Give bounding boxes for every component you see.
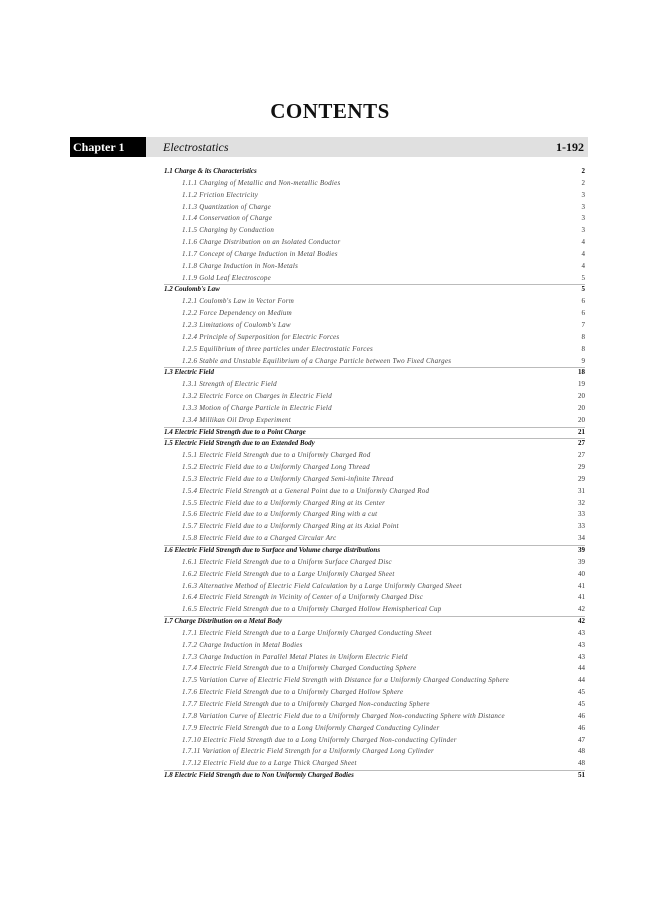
toc-page-number: 20 (578, 392, 585, 401)
toc-page-number: 3 (581, 202, 585, 211)
toc-entry-title: 1.2.1 Coulomb's Law in Vector Form (182, 297, 295, 306)
toc-page-number: 5 (581, 285, 585, 294)
toc-page-number: 27 (578, 439, 585, 448)
toc-entry-title: 1.7.10 Electric Field Strength due to a Long Uniformly Charged Non-conducting Cylinder (182, 735, 457, 744)
toc-page-number: 6 (581, 297, 585, 306)
toc-page-number: 4 (581, 249, 585, 258)
toc-subsection-row[interactable] (164, 592, 585, 604)
toc-subsection-row[interactable] (164, 225, 585, 237)
toc-subsection-row[interactable] (164, 557, 585, 569)
toc-entry-title: 1.6.2 Electric Field Strength due to a Large Uniformly Charged Sheet (182, 569, 395, 578)
toc-page-number: 43 (578, 640, 585, 649)
toc-subsection-row[interactable] (164, 758, 585, 770)
toc-entry-title: 1.7.6 Electric Field Strength due to a Uniformly Charged Hollow Sphere (182, 688, 404, 697)
toc-page-number: 4 (581, 261, 585, 270)
toc-entry-title: 1.8 Electric Field Strength due to Non Uniformly Charged Bodies (164, 771, 354, 780)
toc-section-row[interactable] (164, 367, 585, 379)
toc-subsection-row[interactable] (164, 486, 585, 498)
toc-page-number: 48 (578, 747, 585, 756)
toc-entry-title: 1.7.4 Electric Field Strength due to a Uniformly Charged Conducting Sphere (182, 664, 417, 673)
toc-subsection-row[interactable] (164, 663, 585, 675)
toc-subsection-row[interactable] (164, 356, 585, 368)
chapter-header (70, 137, 588, 157)
toc-subsection-row[interactable] (164, 403, 585, 415)
toc-page-number: 41 (578, 593, 585, 602)
toc-entry-title: 1.7.11 Variation of Electric Field Strength for a Uniformly Charged Long Cylinder (182, 747, 434, 756)
toc-subsection-row[interactable] (164, 521, 585, 533)
toc-entry-title: 1.1.9 Gold Leaf Electroscope (182, 273, 271, 282)
toc-entry-title: 1.5.1 Electric Field Strength due to a Uniformly Charged Rod (182, 451, 371, 460)
toc-subsection-row[interactable] (164, 581, 585, 593)
toc-page-number: 42 (578, 617, 585, 626)
toc-subsection-row[interactable] (164, 699, 585, 711)
toc-subsection-row[interactable] (164, 450, 585, 462)
toc-section-row[interactable] (164, 545, 585, 557)
toc-entry-title: 1.1.4 Conservation of Charge (182, 214, 273, 223)
toc-subsection-row[interactable] (164, 237, 585, 249)
toc-entry-title: 1.4 Electric Field Strength due to a Point Charge (164, 427, 306, 436)
toc-subsection-row[interactable] (164, 202, 585, 214)
toc-page-number: 4 (581, 238, 585, 247)
toc-page-number: 5 (581, 273, 585, 282)
toc-entry-title: 1.5.6 Electric Field due to a Uniformly Charged Ring with a cut (182, 510, 378, 519)
toc-page-number: 31 (578, 486, 585, 495)
toc-page-number: 27 (578, 451, 585, 460)
toc-page-number: 29 (578, 474, 585, 483)
toc-page-number: 44 (578, 664, 585, 673)
toc-subsection-row[interactable] (164, 746, 585, 758)
toc-subsection-row[interactable] (164, 296, 585, 308)
toc-entry-title: 1.3.1 Strength of Electric Field (182, 380, 277, 389)
toc-subsection-row[interactable] (164, 261, 585, 273)
toc-subsection-row[interactable] (164, 213, 585, 225)
toc-subsection-row[interactable] (164, 723, 585, 735)
toc-page-number: 43 (578, 652, 585, 661)
toc-page-number: 47 (578, 735, 585, 744)
toc-entry-title: 1.2.4 Principle of Superposition for Electric Forces (182, 332, 340, 341)
toc-entry-title: 1.5.7 Electric Field due to a Uniformly Charged Ring at its Axial Point (182, 522, 399, 531)
toc-subsection-row[interactable] (164, 509, 585, 521)
toc-page-number: 3 (581, 190, 585, 199)
toc-entry-title: 1.6.1 Electric Field Strength due to a Uniform Surface Charged Disc (182, 557, 392, 566)
toc-entry-title: 1.3 Electric Field (164, 368, 214, 377)
toc-subsection-row[interactable] (164, 569, 585, 581)
toc-subsection-row[interactable] (164, 640, 585, 652)
toc-subsection-row[interactable] (164, 462, 585, 474)
toc-page-number: 21 (578, 427, 585, 436)
toc-page-number: 29 (578, 463, 585, 472)
toc-entry-title: 1.6.3 Alternative Method of Electric Field Calculation by a Large Uniformly Charged Sheet (182, 581, 462, 590)
toc-entry-title: 1.3.4 Millikan Oil Drop Experiment (182, 415, 291, 424)
toc-entry-title: 1.6.5 Electric Field Strength due to a Uniformly Charged Hollow Hemispherical Cup (182, 605, 442, 614)
chapter-title: Electrostatics (163, 140, 229, 154)
toc-entry-title: 1.7.2 Charge Induction in Metal Bodies (182, 640, 303, 649)
toc-page-number: 2 (581, 167, 585, 175)
toc-subsection-row[interactable] (164, 344, 585, 356)
toc-subsection-row[interactable] (164, 415, 585, 427)
toc-entry-title: 1.2.3 Limitations of Coulomb's Law (182, 320, 291, 329)
toc-page-number: 8 (581, 344, 585, 353)
toc-page-number: 41 (578, 581, 585, 590)
toc-page-number: 7 (581, 320, 585, 329)
toc-subsection-row[interactable] (164, 273, 585, 285)
toc-page-number: 44 (578, 676, 585, 685)
toc-entry-title: 1.7.9 Electric Field Strength due to a Long Uniformly Charged Conducting Cylinder (182, 723, 440, 732)
toc-subsection-row[interactable] (164, 474, 585, 486)
toc-entry-title: 1.1.6 Charge Distribution on an Isolated Conductor (182, 238, 341, 247)
toc-entry-title: 1.2.6 Stable and Unstable Equilibrium of a Charge Particle between Two Fixed Charges (182, 356, 452, 365)
toc-page-number: 34 (578, 534, 585, 543)
toc-section-row[interactable] (164, 770, 585, 782)
toc-subsection-row[interactable] (164, 190, 585, 202)
toc-page-number: 42 (578, 605, 585, 614)
toc-page-number: 9 (581, 356, 585, 365)
toc-subsection-row[interactable] (164, 628, 585, 640)
toc-entry-title: 1.1.3 Quantization of Charge (182, 202, 271, 211)
toc-entry-title: 1.1.5 Charging by Conduction (182, 226, 275, 235)
toc-entry-title: 1.7.1 Electric Field Strength due to a Large Uniformly Charged Conducting Sheet (182, 628, 432, 637)
toc-page-number: 40 (578, 569, 585, 578)
toc-page-number: 39 (578, 546, 585, 554)
toc-entry-title: 1.5.5 Electric Field due to a Uniformly Charged Ring at its Center (182, 498, 386, 507)
toc-entry-title: 1.1.8 Charge Induction in Non-Metals (182, 261, 299, 270)
toc-entry-title: 1.6 Electric Field Strength due to Surface and Volume charge distributions (164, 546, 381, 554)
toc-page-number: 33 (578, 510, 585, 519)
toc-section-row[interactable] (164, 284, 585, 296)
toc-entry-title: 1.2.5 Equilibrium of three particles under Electrostatic Forces (182, 344, 373, 353)
toc-entry-title: 1.7.3 Charge Induction in Parallel Metal Plates in Uniform Electric Field (182, 652, 408, 661)
toc-page-number: 39 (578, 557, 585, 566)
toc-entry-title: 1.7.5 Variation Curve of Electric Field Strength with Distance for a Uniformly Charged Conducting Sphere (182, 676, 509, 685)
toc-page-number: 45 (578, 699, 585, 708)
toc-subsection-row[interactable] (164, 735, 585, 747)
toc-page-number: 48 (578, 759, 585, 768)
toc-entry-title: 1.7.7 Electric Field Strength due to a Uniformly Charged Non-conducting Sphere (182, 699, 430, 708)
toc-page-number: 51 (578, 771, 585, 780)
toc-page-number: 46 (578, 711, 585, 720)
chapter-label: Chapter 1 (70, 137, 146, 157)
toc-page-number: 43 (578, 628, 585, 637)
toc-entry-title: 1.1.7 Concept of Charge Induction in Metal Bodies (182, 249, 338, 258)
toc-subsection-row[interactable] (164, 498, 585, 510)
toc-page-number: 20 (578, 415, 585, 424)
toc-subsection-row[interactable] (164, 675, 585, 687)
toc-page-number: 6 (581, 309, 585, 318)
toc-page-number: 3 (581, 226, 585, 235)
toc-page-number: 46 (578, 723, 585, 732)
chapter-page-range: 1-192 (556, 140, 584, 154)
toc-subsection-row[interactable] (164, 604, 585, 616)
toc-entry-title: 1.5.3 Electric Field due to a Uniformly Charged Semi-infinite Thread (182, 474, 394, 483)
toc-entry-title: 1.7.8 Variation Curve of Electric Field due to a Uniformly Charged Non-conducting Sphere with Distance (182, 711, 505, 720)
toc-entry-title: 1.1 Charge & its Characteristics (164, 167, 257, 175)
toc-subsection-row[interactable] (164, 391, 585, 403)
toc-subsection-row[interactable] (164, 320, 585, 332)
toc-section-row[interactable] (164, 616, 585, 628)
toc-subsection-row[interactable] (164, 379, 585, 391)
toc-entry-title: 1.6.4 Electric Field Strength in Vicinity of Center of a Uniformly Charged Disc (182, 593, 424, 602)
toc-section-row[interactable] (164, 438, 585, 450)
toc-subsection-row[interactable] (164, 711, 585, 723)
toc-page-number: 20 (578, 403, 585, 412)
toc-subsection-row[interactable] (164, 249, 585, 261)
toc-section-row[interactable] (164, 427, 585, 439)
toc-subsection-row[interactable] (164, 687, 585, 699)
toc-subsection-row[interactable] (164, 533, 585, 545)
toc-entry-title: 1.7.12 Electric Field due to a Large Thick Charged Sheet (182, 759, 357, 768)
toc-entry-title: 1.1.1 Charging of Metallic and Non-metallic Bodies (182, 178, 341, 187)
toc-page-number: 18 (578, 368, 585, 377)
toc-entry-title: 1.2 Coulomb's Law (164, 285, 220, 294)
toc-subsection-row[interactable] (164, 652, 585, 664)
toc-entry-title: 1.1.2 Friction Electricity (182, 190, 259, 199)
table-of-contents (164, 166, 585, 782)
toc-page-number: 32 (578, 498, 585, 507)
toc-entry-title: 1.3.2 Electric Force on Charges in Electric Field (182, 392, 332, 401)
page-title: CONTENTS (270, 99, 390, 123)
toc-entry-title: 1.5 Electric Field Strength due to an Extended Body (164, 439, 315, 448)
toc-page-number: 2 (581, 178, 585, 187)
toc-section-row[interactable] (164, 166, 585, 178)
toc-entry-title: 1.5.8 Electric Field due to a Charged Circular Arc (182, 534, 337, 543)
toc-entry-title: 1.5.2 Electric Field due to a Uniformly Charged Long Thread (182, 463, 370, 472)
toc-subsection-row[interactable] (164, 332, 585, 344)
toc-page-number: 33 (578, 522, 585, 531)
toc-entry-title: 1.3.3 Motion of Charge Particle in Electric Field (182, 403, 332, 412)
toc-page-number: 8 (581, 332, 585, 341)
toc-subsection-row[interactable] (164, 308, 585, 320)
toc-entry-title: 1.2.2 Force Dependency on Medium (182, 309, 292, 318)
toc-entry-title: 1.7 Charge Distribution on a Metal Body (164, 617, 283, 626)
toc-subsection-row[interactable] (164, 178, 585, 190)
toc-page-number: 45 (578, 688, 585, 697)
toc-entry-title: 1.5.4 Electric Field Strength at a General Point due to a Uniformly Charged Rod (182, 486, 430, 495)
toc-page-number: 3 (581, 214, 585, 223)
toc-page-number: 19 (578, 380, 585, 389)
